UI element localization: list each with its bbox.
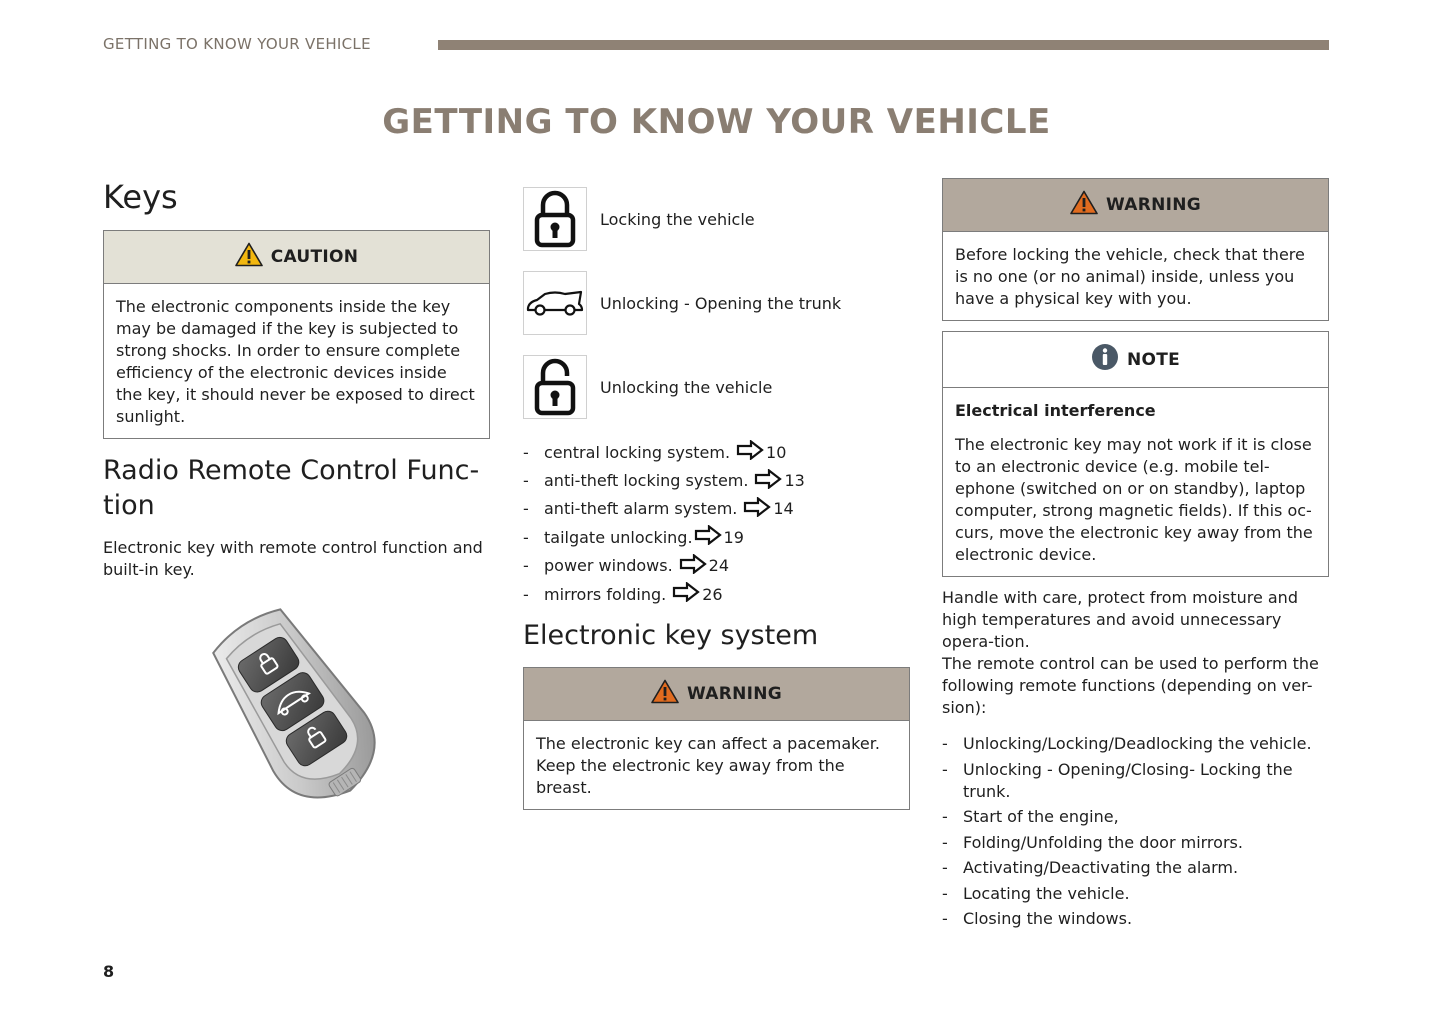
padlock-closed-icon <box>523 187 587 251</box>
page-ref-arrow-icon[interactable] <box>743 497 771 521</box>
warning-body <box>524 721 909 809</box>
list-item <box>523 523 910 551</box>
page-number: 8 <box>103 962 115 981</box>
icon-label-unlock: Unlocking the vehicle <box>600 377 773 397</box>
list-item: - Unlocking/Locking/Deadlocking the vehicle. <box>942 733 1329 755</box>
warning-header <box>524 668 909 721</box>
icon-row-unlock <box>523 354 910 420</box>
caution-label: CAUTION <box>270 247 359 267</box>
remote-functions-list <box>942 733 1329 930</box>
ref-page-link[interactable]: 10 <box>766 442 787 462</box>
ref-text: - tailgate unlocking. <box>544 527 693 547</box>
locking-warning-box <box>942 178 1329 321</box>
note-box <box>942 331 1329 577</box>
icon-label-trunk: Unlocking - Opening the trunk <box>600 293 842 313</box>
warning-label: WARNING <box>686 684 783 705</box>
warning-triangle-icon <box>651 679 679 709</box>
ref-text: - mirrors folding. <box>544 584 667 604</box>
radio-remote-text: Electronic key with remote control function and built-in key. <box>103 538 483 579</box>
note-label: NOTE <box>1126 349 1181 370</box>
list-item: - Start of the engine, <box>942 806 1329 828</box>
note-text: The electronic key may not work if it is close to an electronic device (e.g. mobile tel-ephone (switched on or on standby), laptop computer, strong magnetic fields). If this oc-curs, move the electronic key away from the electronic device. <box>955 435 1313 564</box>
warning-body <box>943 232 1328 320</box>
page-ref-arrow-icon[interactable] <box>694 525 722 549</box>
keys-heading: Keys <box>103 178 178 216</box>
info-icon <box>1091 343 1119 376</box>
smart-key-fob-illustration <box>188 598 408 823</box>
header-rule <box>438 40 1329 50</box>
list-item: - Closing the windows. <box>942 908 1329 930</box>
icon-row-lock <box>523 186 910 252</box>
ref-text: - anti-theft alarm system. <box>544 499 738 519</box>
list-item <box>523 580 910 608</box>
car-trunk-open-icon <box>523 271 587 335</box>
reference-list <box>523 438 910 608</box>
list-item <box>523 466 910 494</box>
running-header: GETTING TO KNOW YOUR VEHICLE <box>103 35 371 53</box>
warning-header <box>943 179 1328 232</box>
pacemaker-warning-box <box>523 667 910 810</box>
padlock-open-icon <box>523 355 587 419</box>
ref-text: - power windows. <box>544 556 673 576</box>
ref-page-link[interactable]: 14 <box>773 499 794 519</box>
note-subtitle: Electrical interference <box>955 401 1156 420</box>
list-item <box>523 552 910 580</box>
page-ref-arrow-icon[interactable] <box>679 554 707 578</box>
list-item: - Activating/Deactivating the alarm. <box>942 857 1329 879</box>
caution-header <box>104 231 489 284</box>
icon-row-trunk <box>523 270 910 336</box>
caution-text: The electronic components inside the key may be damaged if the key is subjected to strong shocks. In order to ensure complete efficiency of the electronic devices inside the key, it should never be exposed to direct sunlight. <box>116 297 475 426</box>
ref-page-link[interactable]: 24 <box>708 556 730 576</box>
page-ref-arrow-icon[interactable] <box>736 440 764 464</box>
list-item: - Folding/Unfolding the door mirrors. <box>942 832 1329 854</box>
care-paragraph: Handle with care, protect from moisture and high temperatures and avoid unnecessary opera-tion. <box>942 588 1298 651</box>
warning-triangle-icon <box>235 242 263 272</box>
page-title: GETTING TO KNOW YOUR VEHICLE <box>382 102 1051 142</box>
ref-text: - central locking system. <box>544 442 731 462</box>
caution-body <box>104 284 489 438</box>
caution-box <box>103 230 490 439</box>
list-item: - Unlocking - Opening/Closing- Locking the trunk. <box>942 759 1329 803</box>
warning-text: Before locking the vehicle, check that there is no one (or no animal) inside, unless you have a physical key with you. <box>955 245 1305 308</box>
icon-label-lock: Locking the vehicle <box>600 209 755 229</box>
list-item <box>523 438 910 466</box>
column-keys <box>103 176 490 581</box>
list-item <box>523 495 910 523</box>
ref-page-link[interactable]: 13 <box>784 471 805 491</box>
page-ref-arrow-icon[interactable] <box>672 582 700 606</box>
ref-page-link[interactable]: 26 <box>702 584 723 604</box>
electronic-key-system-heading: Electronic key system <box>523 620 819 652</box>
radio-remote-heading: Radio Remote Control Func-tion <box>103 455 480 521</box>
ref-text: - anti-theft locking system. <box>544 471 749 491</box>
note-body <box>943 388 1328 576</box>
warning-label: WARNING <box>1105 195 1202 215</box>
warning-text: The electronic key can affect a pacemaker. Keep the electronic key away from the breast. <box>536 734 880 798</box>
column-notes <box>942 178 1329 934</box>
list-item: - Locating the vehicle. <box>942 883 1329 905</box>
ref-page-link[interactable]: 19 <box>723 527 744 547</box>
column-functions <box>523 186 910 810</box>
warning-triangle-icon <box>1070 190 1098 220</box>
note-header <box>943 332 1328 388</box>
page-ref-arrow-icon[interactable] <box>754 469 782 493</box>
functions-intro: The remote control can be used to perform the following remote functions (depending on ver-sion): <box>942 654 1319 717</box>
